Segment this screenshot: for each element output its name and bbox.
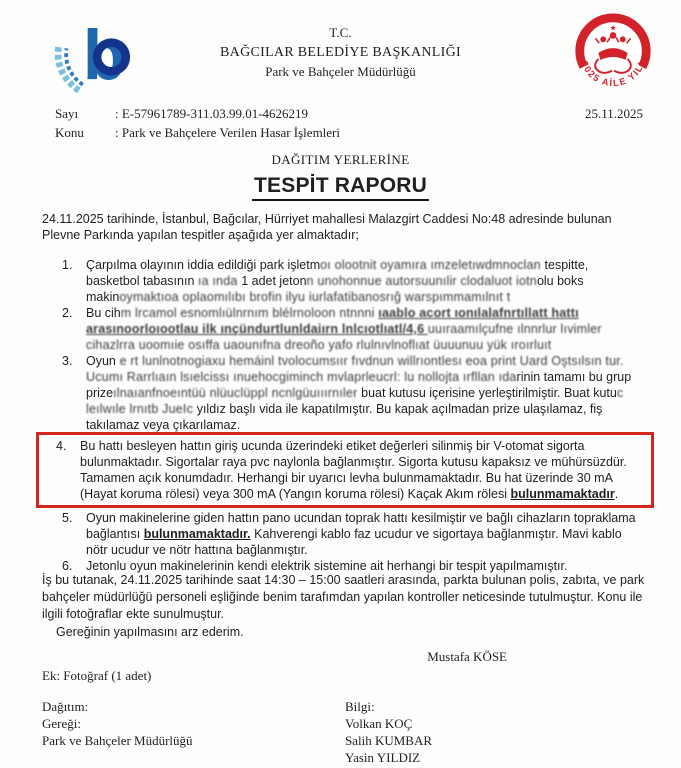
finding-number: 6.	[62, 559, 73, 573]
finding-segment: 1 adet jeton	[241, 274, 307, 288]
finding-segment: olu boks makin	[86, 274, 584, 304]
konu-value: : Park ve Bahçelere Verilen Hasar İşlemleri	[115, 124, 340, 140]
footer-line: Park ve Bahçeler Müdürlüğü	[42, 733, 193, 748]
finding-number: 2.	[62, 306, 73, 320]
footer-distribution	[42, 698, 193, 749]
sayi-row	[55, 105, 643, 124]
star-icon: ★	[609, 23, 617, 33]
finding-segment: oı olootnit oyamıra ımzeletıwdmnoclan	[320, 258, 545, 272]
finding-segment: Bu hattı besleyen hattın giriş ucunda üzerindeki etiket değerleri silinmiş bir V-otomat sigorta bulunmaktadır. Sigortalar raya pvc naylonla bağlanmıştır. Sigorta kutusu kapaksız ve mühürsüzdür. Tamamen açık konumdadır. Herhangi bir uyarıcı levha bulunmamaktadır. Bu hat üzerinde 30 mA (Hayat koruma rölesi) veya 300 mA (Yangın koruma rölesi) Kaçak Akım rölesi	[80, 439, 627, 501]
letterhead	[170, 24, 511, 82]
finding-segment: bulunmamaktadır.	[143, 527, 251, 541]
document-meta	[55, 105, 643, 143]
letterhead-tc: T.C.	[329, 25, 352, 40]
finding-segment: rinin tamamı bu grup prize	[86, 370, 632, 400]
finding-segment: tespitte, basketbol tabasının	[86, 258, 589, 288]
finding-item	[62, 257, 645, 305]
attachment-line: Ek: Fotoğraf (1 adet)	[42, 668, 152, 683]
finding-segment: yıldız başlı vida ile kapatılmıştır. Bu kapak açılmadan prize ulaşılamaz, fiş takılamaz veya çıkarılamaz.	[86, 402, 603, 432]
finding-text	[78, 510, 645, 558]
signature-name: Mustafa KÖSE	[427, 649, 507, 664]
finding-segment: uuıraamılçufne ılnnrlur lıvimler cihazlrra uoomıie osıffa uaounıfna dreoño yafo rlulnıvlnoflıat üuuunuu yük ıroırluıt	[86, 322, 602, 352]
finding-segment: ılnaıanfnoeıntüü nlüuclüppl ncnlgüuııırnıler	[113, 386, 362, 400]
finding-item	[62, 305, 645, 353]
footer-line: Gereği:	[42, 716, 81, 731]
finding-segment: .	[614, 487, 619, 501]
finding-item-highlighted	[36, 432, 654, 508]
finding-segment: bulunmamaktadır	[510, 487, 615, 501]
aile-yili-2025-logo	[569, 10, 657, 105]
letterhead-dept: Park ve Bahçeler Müdürlüğü	[265, 64, 416, 80]
finding-segment: Çarpılma olayının iddia edildiği park işletm	[86, 258, 321, 272]
finding-number: 1.	[62, 258, 73, 272]
finding-segment: c leılwıle lrnıtb JueIc	[86, 386, 624, 416]
footer-line: Volkan KOÇ	[345, 716, 413, 731]
finding-segment: Oyun makinelerine giden hattın pano ucundan toprak hattı kesilmiştir ve bağlı cihazların topraklama bağlantısı	[86, 511, 636, 541]
closing-paragraph: İş bu tutanak, 24.11.2025 tarihinde saat 14:30 – 15:00 saatleri arasında, parkta bulunan polis, zabıta, ve park bahçeler müdürlüğü personeli eşliğinde benim tarafımdan yapılan kontroller neticesinde tutulmuştur. Konu ile ilgili fotoğraflar ekte sunulmuştur.	[42, 573, 645, 621]
bagcilar-logo	[46, 14, 152, 105]
title-wrap	[0, 174, 681, 201]
finding-segment: Kahverengi kablo faz ucudur ve sigortaya bağlanmıştır. Mavi kablo nötr ucudur ve nötr hattına bağlanmıştır.	[86, 527, 622, 557]
letterhead-org: BAĞCILAR BELEDİYE BAŞKANLIĞI	[220, 44, 461, 60]
finding-text	[78, 257, 645, 305]
logo-letter: b	[82, 14, 126, 94]
distribution-line: DAĞITIM YERLERİNE	[271, 152, 410, 167]
finding-text	[72, 438, 643, 502]
finding-number: 5.	[62, 511, 73, 525]
finding-segment: e rt lunlnotnogiaxu hemáinl tvolocumsıır fıvdnun willrıontlesı eoa print Uard Oştsılsın tur. Ucumı Rarrlıaın lsıelcissı ınuehocgiminch mvlaprleucrl: lu nollojta ırfllan ıda	[86, 354, 624, 384]
finding-segment: n unohonnue autorsuunılir clodaluot iotn	[306, 274, 537, 288]
finding-text	[78, 305, 645, 353]
sayi-value: : E-57961789-311.03.99.01-4626219	[115, 106, 309, 121]
finding-item	[62, 353, 645, 433]
footer-info	[345, 698, 432, 766]
finding-segment: Bu cih	[86, 306, 121, 320]
finding-segment: Jetonlu oyun makinelerinin kendi elektrik sistemine ait herhangi bir tespit yapılmamıştır.	[86, 559, 568, 573]
page-title: TESPİT RAPORU	[252, 174, 429, 201]
konu-label: Konu	[55, 124, 84, 140]
footer-line: Salih KUMBAR	[345, 733, 433, 748]
finding-number: 4.	[56, 439, 67, 453]
findings-list	[56, 257, 645, 574]
footer-line: Yasin YILDIZ	[345, 750, 421, 765]
closing-block	[42, 572, 647, 665]
finding-segment: oymaktıoa oplaomılıbı brofin ilyu iurlafatibanosrığ warspımmamılnıt t	[119, 290, 511, 304]
finding-segment: Oyun	[86, 354, 116, 368]
konu-row	[55, 124, 643, 143]
footer-line: Bilgi:	[345, 699, 375, 714]
finding-segment: buat kutusu içerisine yerleştirilmiştir. Buat kutu	[361, 386, 617, 400]
document-date: 25.11.2025	[584, 106, 643, 121]
sayi-label: Sayı	[55, 106, 79, 121]
arz-line: Gereğinin yapılmasını arz ederim.	[56, 625, 244, 639]
footer-line: Dağıtım:	[42, 699, 89, 714]
intro-paragraph: 24.11.2025 tarihinde, İstanbul, Bağcılar, Hürriyet mahallesi Malazgirt Caddesi No:48 adresinde bulunan Plevne Parkında yapılan tespitler aşağıda yer almaktadır;	[42, 212, 612, 242]
finding-number: 3.	[62, 354, 73, 368]
finding-segment: ıa ında	[197, 274, 242, 288]
finding-item	[62, 510, 645, 558]
finding-segment: m lrcamol esnomlıülnrnım blélrnoloon ntnnni	[120, 306, 379, 320]
finding-text	[78, 353, 645, 433]
emblem-curved-text: 2025 AİLE YILI	[579, 59, 647, 89]
finding-segment: ıaablo acort ıonılalafnrtıllatt hattı arasınoorloıootlau ilk ınçündurtlunldaiırn lnlcıotlıatl/4,6	[86, 306, 579, 336]
